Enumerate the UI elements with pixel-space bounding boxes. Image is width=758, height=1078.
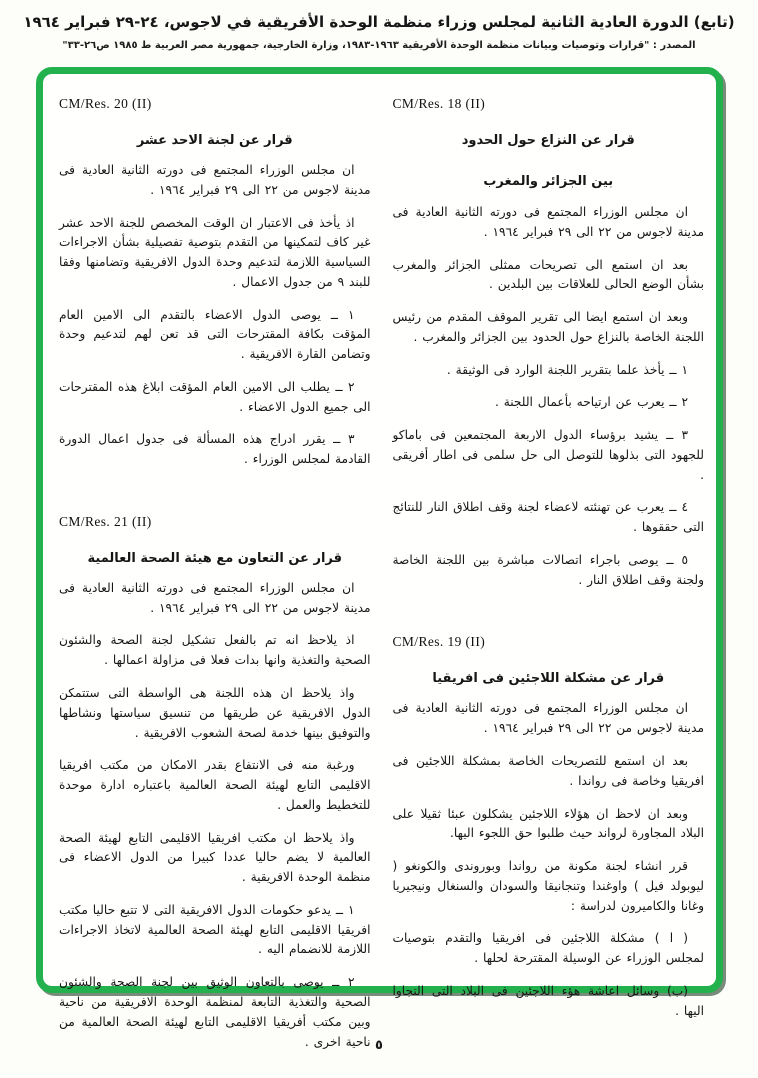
paragraph: واذ يلاحظ ان مكتب افريقيا الاقليمى التابع لهيئة الصحة العالمية لا يضم حاليا عددا كبيرا من الدول الاعضاء فى منظمة الوحدة الافريقية . <box>59 830 371 885</box>
page-header-title: (تابع) الدورة العادية الثانية لمجلس وزراء منظمة الوحدة الأفريقية في لاجوس، ٢٤-٢٩ فبراير ١٩٦٤ <box>23 13 735 31</box>
paragraph: قرر انشاء لجنة مكونة من رواندا وبوروندى والكونغو ( ليوبولد فيل ) واوغندا وتنجانيقا والسودان والسنغال ونيجيريا وغانا والكاميرون لدراسة : <box>392 859 704 913</box>
resolution-18-section <box>393 96 705 590</box>
column-left <box>59 96 371 1049</box>
paragraph: ٣ ــ يقرر ادراج هذه المسألة فى جدول اعمال الدورة القادمة لمجلس الوزراء . <box>59 432 371 467</box>
resolution-title: قرار عن النزاع حول الحدود <box>461 133 635 148</box>
paragraph: (ب) وسائل اعاشة هؤء اللاجئين فى البلاد التى التجاوا اليها . <box>392 983 704 1018</box>
paragraph: ٢ ــ يطلب الى الامين العام المؤقت ابلاغ هذه المقترحات الى جميع الدول الاعضاء . <box>59 379 371 414</box>
column-right <box>392 96 705 1018</box>
paragraph: ٥ ــ يوصى باجراء اتصالات مباشرة بين اللجنة الخاصة ولجنة وقف اطلاق النار . <box>392 552 704 587</box>
paragraph: ٤ ــ يعرب عن تهنئته لاعضاء لجنة وقف اطلاق النار للنتائج التى حققوها . <box>392 500 704 535</box>
resolution-code: CM/Res. 21 (II) <box>59 513 152 529</box>
paragraph: وبعد ان لاحظ ان هؤلاء اللاجئين يشكلون عبئا ثقيلا على البلاد المجاورة لرواند حيث طلبوا حق اللجوء اليها. <box>392 806 704 841</box>
resolution-title: قرار عن التعاون مع هيئة الصحة العالمية <box>87 550 342 566</box>
resolution-code: CM/Res. 20 (II) <box>59 96 152 111</box>
paragraph: ان مجلس الوزراء المجتمع فى دورته الثانية العادية فى مدينة لاجوس من ٢٢ الى ٢٩ فبراير ١٩٦٤ . <box>392 701 704 736</box>
paragraph: بعد ان استمع للتصريحات الخاصة بمشكلة اللاجئين فى افريقيا وخاصة فى رواندا . <box>392 754 704 788</box>
resolution-code: CM/Res. 18 (II) <box>392 96 486 111</box>
paragraph: ورغبة منه فى الانتفاع بقدر الامكان من مكتب افريقيا الاقليمى التابع لهيئة الصحة العالمية باعتباره ادارة موحدة للتخطيط والعمل . <box>59 758 371 812</box>
paragraph: ان مجلس الوزراء المجتمع فى دورته الثانية العادية فى مدينة لاجوس من ٢٢ الى ٢٩ فبراير ١٩٦٤ . <box>59 580 371 615</box>
resolution-code: CM/Res. 19 (II) <box>392 634 486 650</box>
paragraph: بعد ان استمع الى تصريحات ممثلى الجزائر والمغرب بشأن الوضع الحالى للعلاقات بين البلدين . <box>392 257 704 292</box>
resolution-19-section <box>393 634 705 1021</box>
page-header <box>0 0 758 51</box>
paragraph: ان مجلس الوزراء المجتمع فى دورته الثانية العادية فى مدينة لاجوس من ٢٢ الى ٢٩ فبراير ١٩٦٤ . <box>392 205 704 239</box>
resolution-title-line2: بين الجزائر والمغرب <box>483 174 614 189</box>
resolution-20-section <box>59 96 371 470</box>
resolution-21-section <box>59 514 371 1052</box>
paragraph: ١ ــ يوصى الدول الاعضاء بالتقدم الى الامين العام المؤقت بكافة المقترحات التى قد تعن لهم لتدعيم وحدة وتضامن القارة الافريقية . <box>59 307 371 362</box>
paragraph: ٢ ــ يوصى بالتعاون الوثيق بين لجنة الصحة والشئون الصحية والتغذية التابعة لمنظمة الوحدة الافريقية من ناحية وبين مكتب أفريقيا الاقليمى التابع لهيئة الصحة العالمية من ناحية اخرى . <box>59 975 371 1049</box>
page-number: ٥ <box>375 1038 383 1053</box>
paragraph: اذ يأخذ فى الاعتبار ان الوقت المخصص للجنة الاحد عشر غير كاف لتمكينها من التقدم بتوصية تفصيلية بشأن الاجراءات السياسية اللازمة لتدعيم وحدة الدول الافريقية وتضامنها وفقا للبند ٩ من جدول الاعمال . <box>59 215 371 289</box>
resolution-title: قرار عن مشكلة اللاجئين فى افريقيا <box>432 671 665 687</box>
paragraph: واذ يلاحظ ان هذه اللجنة هى الواسطة التى ستتمكن الدول الافريقية عن طريقها من تنسيق سياستها ونشاطها والتوفيق بينها خدمة لصحة الشعوب الافريقية . <box>59 686 371 740</box>
content-frame <box>36 67 723 1049</box>
paragraph: ( ا ) مشكلة اللاجئين فى افريقيا والتقدم بتوصيات لمجلس الوزراء عن الوسيلة المقترحة لحلها . <box>392 931 704 966</box>
paragraph: ٣ ــ يشيد برؤساء الدول الاربعة المجتمعين فى باماكو للجهود التى بذلوها للتوصل الى حل سلمى فى اطار أفريقى . <box>392 428 704 482</box>
paragraph: ١ ــ يأخذ علما بتقرير اللجنة الوارد فى الوثيقة . <box>446 362 688 377</box>
columns-container <box>59 96 704 1049</box>
paragraph: اذ يلاحظ انه تم بالفعل تشكيل لجنة الصحة والشئون الصحية والتغذية وانها بدات فعلا فى مزاولة اعمالها . <box>59 633 371 668</box>
paragraph: ٢ ــ يعرب عن ارتياحه بأعمال اللجنة . <box>494 395 688 410</box>
paragraph: وبعد ان استمع ايضا الى تقرير الموقف المقدم من رئيس اللجنة الخاصة بالنزاع حول الحدود بين الجزائر والمغرب . <box>392 310 704 344</box>
page-header-source: المصدر : "قرارات وتوصيات وبيانات منظمة الوحدة الأفريقية ١٩٦٣-١٩٨٣، وزارة الخارجية، جمهورية مصر العربية ط ١٩٨٥ ص٢٦-٣٣" <box>62 40 696 51</box>
resolution-title: قرار عن لجنة الاحد عشر <box>136 133 293 148</box>
paragraph: ١ ــ يدعو حكومات الدول الافريقية التى لا تتبع حاليا مكتب افريقيا الاقليمى التابع لهيئة الصحة العالمية لاتخاذ الاجراءات اللازمة للانضمام اليه . <box>59 902 371 957</box>
paragraph: ان مجلس الوزراء المجتمع فى دورته الثانية العادية فى مدينة لاجوس من ٢٢ الى ٢٩ فبراير ١٩٦٤ . <box>59 163 371 197</box>
